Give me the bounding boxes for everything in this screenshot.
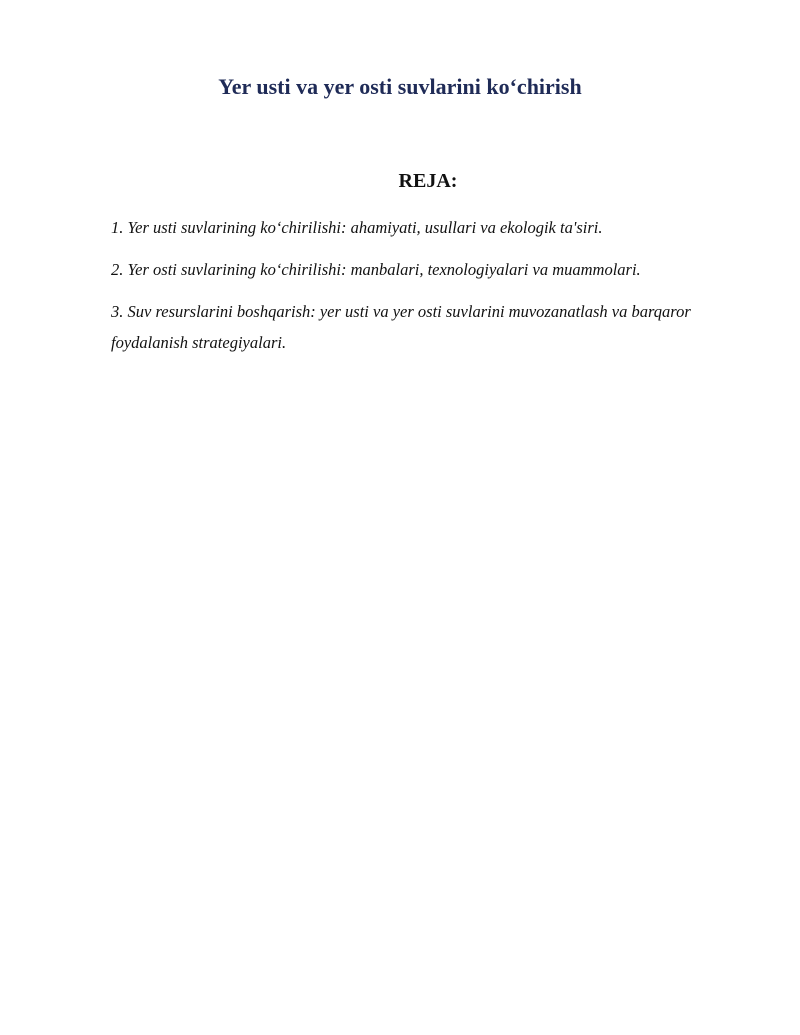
plan-heading: REJA: [398, 170, 458, 192]
plan-item-3: 3. Suv resurslarini boshqarish: yer usti va yer osti suvlarini muvozanatlash va barqaror foydalanish strategiyalari. [111, 302, 691, 352]
plan-item-1: 1. Yer usti suvlarining ko‘chirilishi: ahamiyati, usullari va ekologik ta'siri. [111, 218, 603, 237]
document-title: Yer usti va yer osti suvlarini ko‘chirish [218, 74, 582, 99]
plan-list [111, 212, 761, 369]
plan-item-2: 2. Yer osti suvlarining ko‘chirilishi: manbalari, texnologiyalari va muammolari. [111, 260, 641, 279]
